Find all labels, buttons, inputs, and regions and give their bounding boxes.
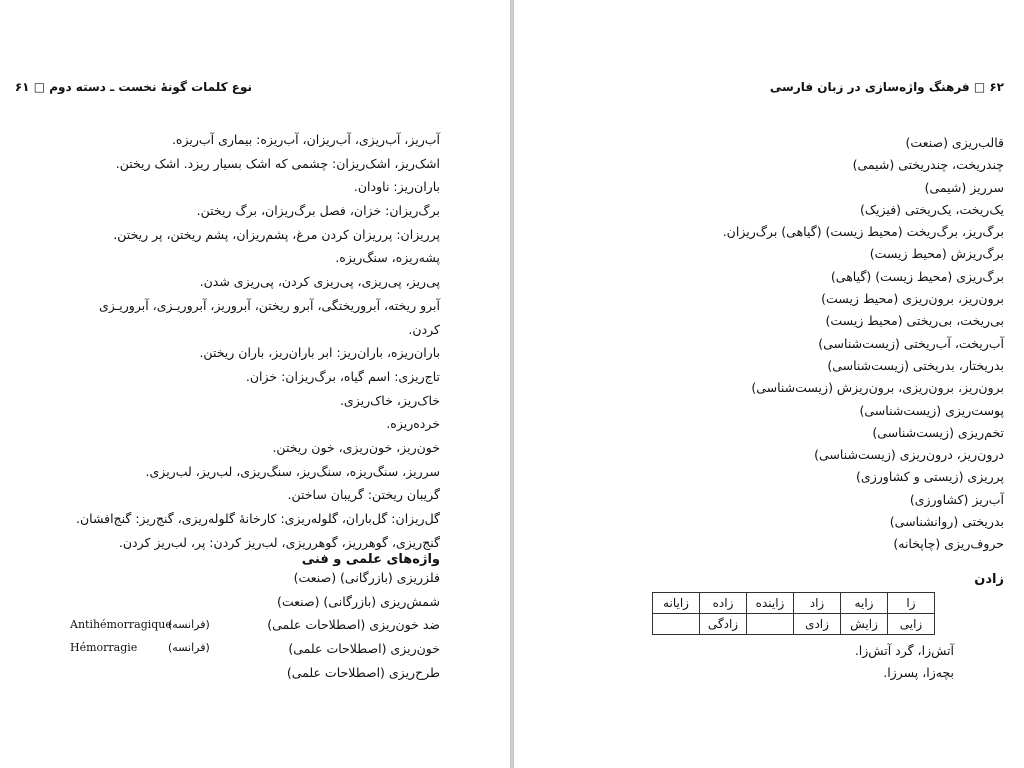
- left-page-body: [76, 128, 440, 554]
- table-cell: زا: [888, 593, 935, 614]
- after-table-lines: [855, 640, 954, 684]
- body-line: پشه‌ریزه، سنگ‌ریزه.: [335, 250, 440, 266]
- body-line: پرریزان: پرریزان کردن مرغ، پشم‌ریزان، پشم ریختن، پر ریختن.: [113, 226, 440, 242]
- section-title: واژه‌های علمی و فنی: [301, 552, 440, 567]
- latin-term: Antihémorragique: [70, 618, 172, 631]
- body-line: آتش‌زا، گرد آتش‌زا.: [854, 643, 954, 658]
- body-line: برون‌ریز، برون‌ریزی، برون‌ریزش (زیست‌شناسی): [751, 380, 1004, 396]
- right-page-body: [723, 132, 1004, 556]
- body-line: درون‌ریز، درون‌ریزی (زیست‌شناسی): [814, 447, 1004, 463]
- table-cell: زایه: [841, 593, 888, 614]
- body-line: برگ‌ریزان: خزان، فصل برگ‌ریزان، برگ ریختن.: [196, 203, 440, 219]
- body-line: برگ‌ریزی (محیط زیست) (گیاهی): [830, 268, 1004, 284]
- body-line: خرده‌ریزه.: [386, 416, 440, 432]
- body-line: اشک‌ریز، اشک‌ریزان: چشمی که اشک بسیار ریزد. اشک ریختن.: [115, 155, 440, 171]
- tech-term: خون‌ریزی (اصطلاحات علمی): [288, 641, 440, 657]
- body-line: پرریزی (زیستی و کشاورزی): [856, 469, 1004, 485]
- table-cell: زاده: [700, 593, 747, 614]
- table-cell: زایش: [841, 614, 888, 635]
- body-line: آبرو ریخته، آبروریختگی، آبرو ریختن، آبروریز، آبروریـزی، آبروریـزی: [98, 297, 440, 313]
- body-line: پوست‌ریزی (زیست‌شناسی): [859, 402, 1004, 418]
- body-line: قالب‌ریزی (صنعت): [905, 135, 1004, 150]
- left-page-header: نوع کلمات گونهٔ نخست ـ دسته دوم □ ۶۱: [14, 80, 252, 94]
- body-line: بدریختی (روانشناسی): [889, 514, 1004, 530]
- latin-term: Hémorragie: [70, 641, 138, 654]
- body-line: گریبان ریختن: گریبان ساختن.: [287, 487, 440, 503]
- body-line: تاج‌ریزی: اسم گیاه، برگ‌ریزان: خزان.: [245, 368, 440, 384]
- body-line: حروف‌ریزی (چاپخانه): [893, 536, 1004, 552]
- table-cell: زاد: [794, 593, 841, 614]
- language-note: (فرانسه): [168, 618, 210, 631]
- word-forms-table: [652, 592, 935, 635]
- body-line: باران‌ریزه، باران‌ریز: ابر باران‌ریز، باران ریختن.: [199, 345, 440, 361]
- body-line: آب‌ریخت، آب‌ریختی (زیست‌شناسی): [818, 335, 1004, 351]
- body-line: گل‌ریزان: گل‌باران، گلوله‌ریزی: کارخانهٔ گلوله‌ریزی، گنج‌ریز: گنج‌افشان.: [76, 511, 440, 526]
- body-line: چندریخت، چندریختی (شیمی): [852, 157, 1004, 173]
- table-row: [653, 593, 935, 614]
- body-line: بدریختار، بدریختی (زیست‌شناسی): [827, 357, 1004, 373]
- right-page: [514, 0, 1024, 768]
- table-cell: زاینده: [747, 593, 794, 614]
- body-line: پی‌ریز، پی‌ریزی، پی‌ریزی کردن، پی‌ریزی شدن.: [199, 274, 440, 290]
- tech-term: فلزریزی (بازرگانی) (صنعت): [293, 570, 440, 585]
- body-line: تخم‌ریزی (زیست‌شناسی): [872, 424, 1004, 440]
- table-cell: زایی: [888, 614, 935, 635]
- body-line: سرریز، سنگ‌ریزه، سنگ‌ریز، سنگ‌ریزی، لب‌ریز، لب‌ریزی.: [145, 463, 440, 479]
- table-row: [653, 614, 935, 635]
- body-line: آب‌ریز، آب‌ریزی، آب‌ریزان، آب‌ریزه: بیماری آب‌ریزه.: [171, 132, 440, 147]
- body-line: برون‌ریز، برون‌ریزی (محیط زیست): [821, 291, 1004, 307]
- body-line: کردن.: [408, 321, 440, 337]
- body-line: گنج‌ریزی، گوهرریز، گوهرریزی، لب‌ریز کردن: پر، لب‌ریز کردن.: [118, 534, 440, 550]
- body-line: باران‌ریز: ناودان.: [353, 179, 440, 195]
- body-line: خون‌ریز، خون‌ریزی، خون ریختن.: [272, 439, 440, 455]
- section-title-zadan: زادن: [974, 572, 1004, 587]
- right-page-header: ۶۲ □ فرهنگ واژه‌سازی در زبان فارسی: [769, 80, 1004, 94]
- tech-term: شمش‌ریزی (بازرگانی) (صنعت): [277, 593, 440, 609]
- table-cell: [653, 614, 700, 635]
- body-line: سرریز (شیمی): [924, 179, 1004, 195]
- table-cell: زادگی: [700, 614, 747, 635]
- tech-term: ضد خون‌ریزی (اصطلاحات علمی): [267, 617, 440, 633]
- body-line: بی‌ریخت، بی‌ریختی (محیط زیست): [825, 313, 1004, 329]
- body-line: برگ‌ریزش (محیط زیست): [869, 246, 1004, 262]
- body-line: یک‌ریخت، یک‌ریختی (فیزیک): [859, 201, 1004, 217]
- tech-terms: [267, 566, 440, 684]
- table-cell: [747, 614, 794, 635]
- table-cell: زایانه: [653, 593, 700, 614]
- body-line: برگ‌ریز، برگ‌ریخت (محیط زیست) (گیاهی) برگ‌ریزان.: [722, 224, 1004, 240]
- language-note: (فرانسه): [168, 641, 210, 654]
- left-page: [0, 0, 510, 768]
- tech-term: طرح‌ریزی (اصطلاحات علمی): [286, 664, 440, 680]
- body-line: خاک‌ریز، خاک‌ریزی.: [339, 392, 440, 408]
- body-line: آب‌ریز (کشاورزی): [909, 491, 1004, 507]
- body-line: بچه‌زا، پسرزا.: [883, 665, 954, 680]
- table-cell: زادی: [794, 614, 841, 635]
